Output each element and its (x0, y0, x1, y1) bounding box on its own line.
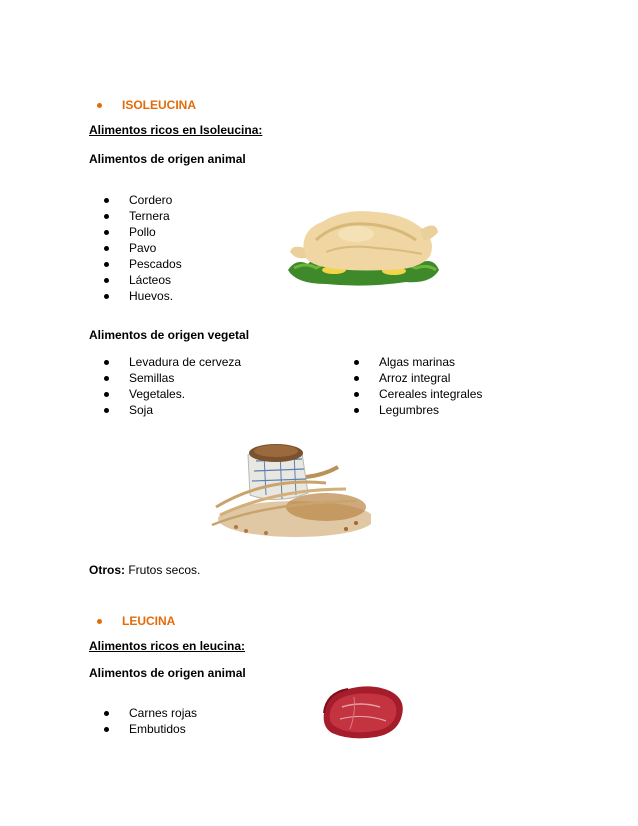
grain-sack-image (206, 437, 371, 543)
subtitle-leucina: Alimentos ricos en leucina: (89, 639, 246, 653)
bullet-icon (354, 392, 359, 397)
bullet-icon (104, 198, 109, 203)
list-item: Semillas (104, 370, 241, 386)
bullet-icon (97, 619, 102, 624)
section-heading-leucina (97, 614, 175, 628)
section-heading-isoleucina (97, 98, 196, 112)
animal-origin-label: Alimentos de origen animal (89, 152, 246, 166)
list-item: Soja (104, 402, 241, 418)
list-item: Vegetales. (104, 386, 241, 402)
bullet-icon (354, 408, 359, 413)
otros-label: Otros: (89, 563, 125, 577)
bullet-icon (104, 262, 109, 267)
list-item: Carnes rojas (104, 705, 197, 721)
bullet-icon (354, 376, 359, 381)
bullet-icon (104, 360, 109, 365)
bullet-icon (104, 376, 109, 381)
list-item: Levadura de cerveza (104, 354, 241, 370)
red-meat-image (320, 683, 406, 741)
bullet-icon (104, 294, 109, 299)
list-item: Algas marinas (354, 354, 482, 370)
bullet-icon (104, 727, 109, 732)
subtitle-isoleucina: Alimentos ricos en Isoleucina: (89, 123, 263, 137)
list-item: Pavo (104, 240, 182, 256)
bullet-icon (104, 392, 109, 397)
animal-food-list (104, 192, 182, 304)
list-item: Cordero (104, 192, 182, 208)
bullet-icon (104, 230, 109, 235)
bullet-icon (97, 103, 102, 108)
vegetal-food-list-col1 (104, 354, 241, 418)
list-item: Pescados (104, 256, 182, 272)
list-item: Huevos. (104, 288, 182, 304)
heading-text: ISOLEUCINA (122, 98, 197, 112)
roast-chicken-image (286, 200, 441, 288)
otros-line (89, 563, 200, 577)
bullet-icon (104, 214, 109, 219)
list-item: Arroz integral (354, 370, 482, 386)
bullet-icon (104, 246, 109, 251)
otros-value: Frutos secos. (125, 563, 201, 577)
vegetal-origin-label: Alimentos de origen vegetal (89, 328, 250, 342)
list-item: Pollo (104, 224, 182, 240)
list-item: Cereales integrales (354, 386, 482, 402)
bullet-icon (104, 408, 109, 413)
list-item: Legumbres (354, 402, 482, 418)
list-item: Embutidos (104, 721, 197, 737)
bullet-icon (354, 360, 359, 365)
list-item: Ternera (104, 208, 182, 224)
vegetal-food-list-col2 (354, 354, 482, 418)
bullet-icon (104, 711, 109, 716)
list-item: Lácteos (104, 272, 182, 288)
animal-origin-label-leucina: Alimentos de origen animal (89, 666, 246, 680)
animal-food-list-leucina (104, 705, 197, 737)
heading-text: LEUCINA (122, 614, 176, 628)
bullet-icon (104, 278, 109, 283)
